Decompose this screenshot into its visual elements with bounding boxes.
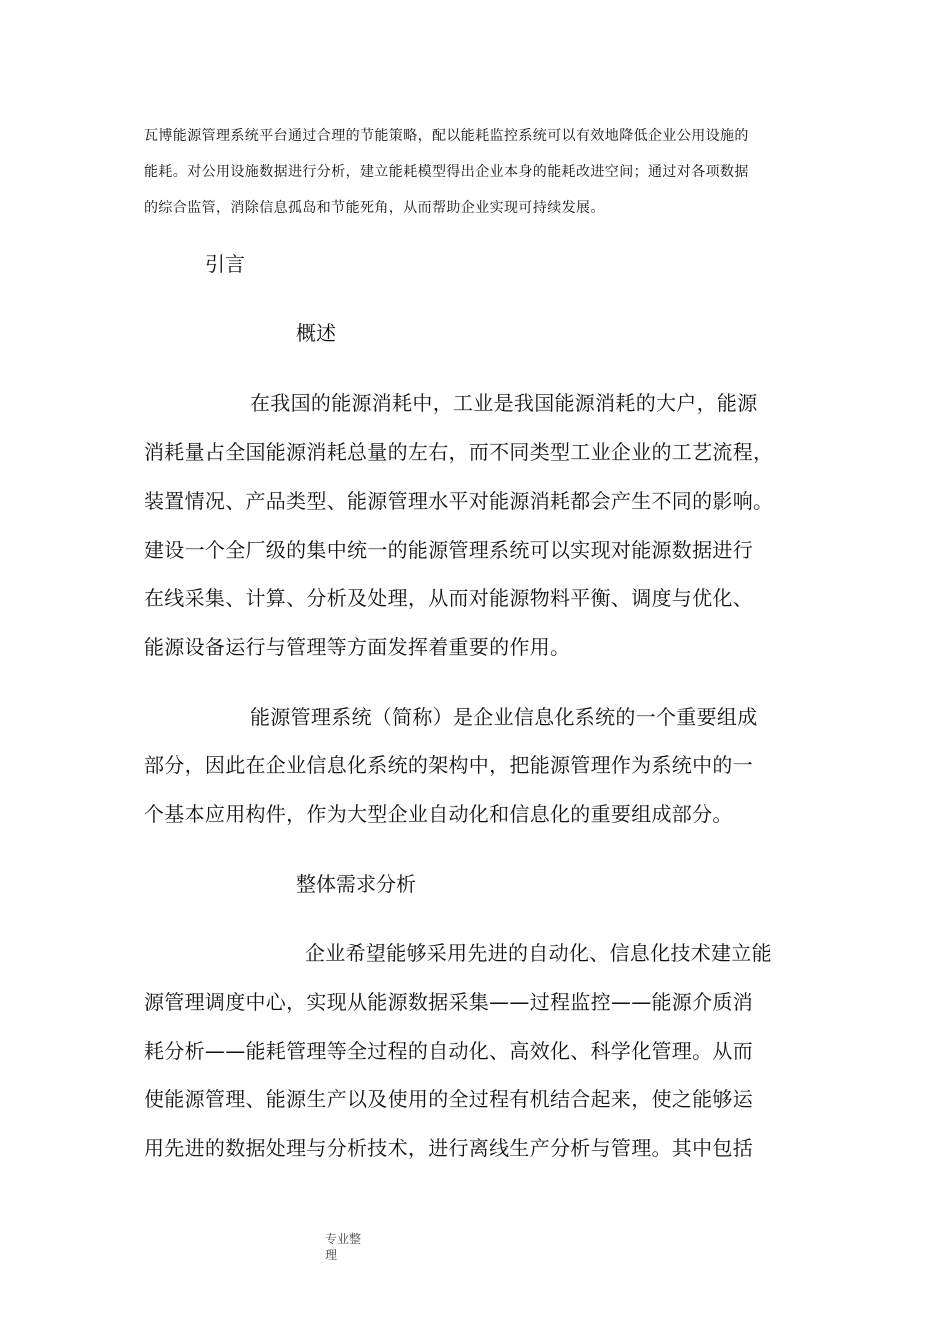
paragraph-line: 部分，因此在企业信息化系统的架构中，把能源管理作为系统中的一 [144, 753, 753, 777]
heading-introduction: 引言 [205, 252, 245, 276]
page-footer-line: 专业整 [325, 1232, 362, 1246]
paragraph-line: 在我国的能源消耗中，工业是我国能源消耗的大户，能源 [250, 391, 758, 415]
abstract-line: 能耗。对公用设施数据进行分析，建立能耗模型得出企业本身的能耗改进空间；通过对各项数据 [144, 164, 749, 180]
paragraph-line: 建设一个全厂级的集中统一的能源管理系统可以实现对能源数据进行 [144, 538, 753, 562]
paragraph-line: 能源管理系统（简称）是企业信息化系统的一个重要组成 [250, 705, 758, 729]
paragraph-line: 使能源管理、能源生产以及使用的全过程有机结合起来，使之能够运 [144, 1087, 753, 1111]
paragraph-line: 源管理调度中心，实现从能源数据采集——过程监控——能源介质消 [144, 990, 753, 1014]
paragraph-line: 企业希望能够采用先进的自动化、信息化技术建立能 [305, 941, 772, 965]
abstract-line: 瓦博能源管理系统平台通过合理的节能策略，配以能耗监控系统可以有效地降低企业公用设施的 [144, 128, 749, 144]
paragraph-line: 能源设备运行与管理等方面发挥着重要的作用。 [144, 635, 571, 659]
heading-overview: 概述 [296, 321, 336, 345]
paragraph-line: 个基本应用构件，作为大型企业自动化和信息化的重要组成部分。 [144, 802, 733, 826]
paragraph-line: 耗分析——能耗管理等全过程的自动化、高效化、科学化管理。从而 [144, 1039, 753, 1063]
paragraph-line: 装置情况、产品类型、能源管理水平对能源消耗都会产生不同的影响。 [144, 489, 774, 513]
page-footer-line: 理 [325, 1248, 338, 1262]
heading-requirements: 整体需求分析 [296, 872, 416, 896]
paragraph-line: 用先进的数据处理与分析技术，进行离线生产分析与管理。其中包括 [144, 1136, 753, 1160]
paragraph-line: 在线采集、计算、分析及处理，从而对能源物料平衡、调度与优化、 [144, 586, 753, 610]
paragraph-line: 消耗量占全国能源消耗总量的左右，而不同类型工业企业的工艺流程， [144, 440, 774, 464]
abstract-line: 的综合监管，消除信息孤岛和节能死角，从而帮助企业实现可持续发展。 [144, 200, 605, 216]
